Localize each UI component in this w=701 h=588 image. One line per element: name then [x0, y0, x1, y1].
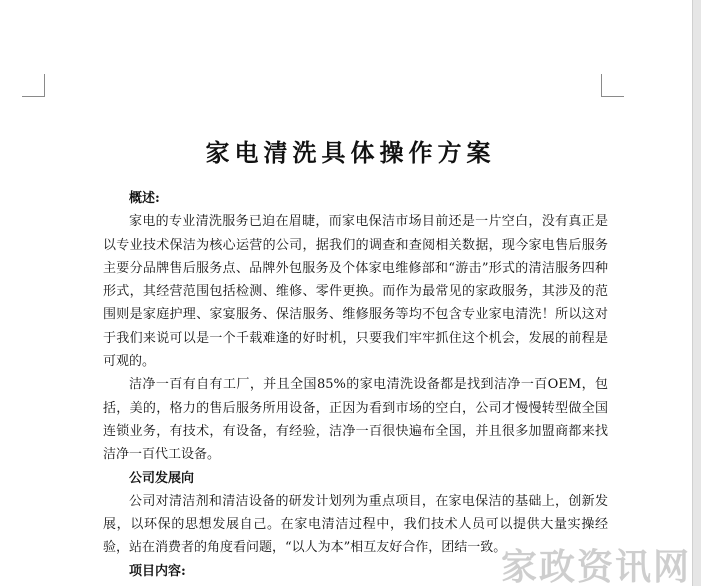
paragraph: 公司对清洁剂和清洁设备的研发计划列为重点项目，在家电保洁的基础上，创新发展，以环保的思想发展自己。在家电清洁过程中，我们技术人员可以提供大量实操经验，站在消费者的角度看问题，“以人为本”相互友好合作，团结一致。 — [103, 493, 608, 556]
paragraph: 洁净一百有自有工厂，并且全国85%的家电清洗设备都是找到洁净一百OEM，包括，美的，格力的售后服务所用设备，正因为看到市场的空白，公司才慢慢转型做全国连锁业务，有技术，有设备，有经验，洁净一百很快遍布全国，并且很多加盟商都来找洁净一百代工设备。 — [103, 377, 608, 463]
section-heading-development: 公司发展向 — [129, 470, 195, 486]
document-title: 家电清洗具体操作方案 — [205, 139, 496, 167]
crop-mark-top-left — [22, 74, 45, 97]
document-body — [103, 187, 608, 583]
watermark-logo: 家政资讯网 — [500, 547, 691, 588]
crop-mark-top-right — [601, 74, 624, 97]
section-heading-project-content: 项目内容: — [129, 563, 186, 579]
paragraph: 家电的专业清洗服务已迫在眉睫，而家电保洁市场目前还是一片空白，没有真正是以专业技术保洁为核心运营的公司，据我们的调查和查阅相关数据，现今家电售后服务主要分品牌售后服务点、品牌外包服务及个体家电维修部和“游击”形式的清洁服务四种形式，其经营范围包括检测、维修、零件更换。而作为最常见的家政服务，其涉及的范围则是家庭护理、家宴服务、保洁服务、维修服务等均不包含专业家电清洗！所以这对于我们来说可以是一个千载难逢的好时机，只要我们牢牢抓住这个机会，发展的前程是可观的。 — [103, 214, 608, 370]
page-scroll-edge — [692, 0, 701, 586]
section-heading-overview: 概述: — [129, 191, 160, 206]
